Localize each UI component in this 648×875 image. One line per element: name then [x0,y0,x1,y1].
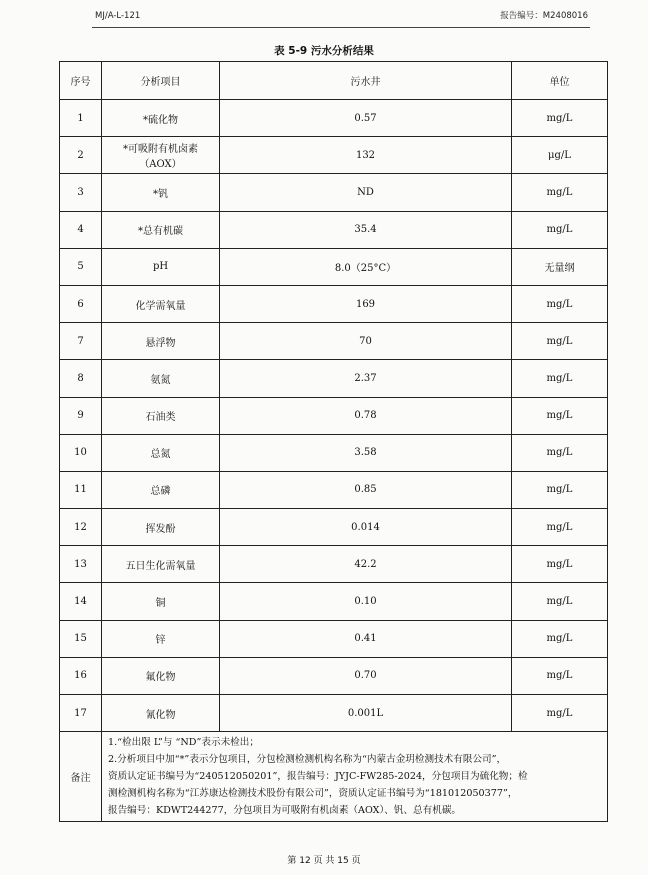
cell-no: 6 [60,285,102,322]
cell-unit: mg/L [512,471,608,508]
cell-value: ND [220,174,512,211]
cell-item: 悬浮物 [102,323,220,360]
cell-no: 11 [60,471,102,508]
table-row [60,695,608,732]
cell-unit: μg/L [512,137,608,174]
cell-no: 3 [60,174,102,211]
notes-content [102,732,608,822]
cell-value: 169 [220,285,512,322]
table-row [60,360,608,397]
table-row [60,509,608,546]
cell-value: 0.70 [220,657,512,694]
table-row [60,285,608,322]
cell-value: 2.37 [220,360,512,397]
table-body [60,100,608,732]
cell-unit: mg/L [512,174,608,211]
cell-item: *硫化物 [102,100,220,137]
cell-value: 0.85 [220,471,512,508]
note-line: 2.分析项目中加“*”表示分包项目，分包检测检测机构名称为“内蒙古金玥检测技术有限公司”， [108,754,507,766]
cell-item: 石油类 [102,397,220,434]
wastewater-results-table [59,61,608,822]
cell-unit: mg/L [512,100,608,137]
table-row [60,620,608,657]
cell-item: 氟化物 [102,657,220,694]
cell-no: 16 [60,657,102,694]
cell-item: *总有机碳 [102,211,220,248]
cell-value: 0.57 [220,100,512,137]
cell-unit: mg/L [512,583,608,620]
table-row [60,434,608,471]
note-line: 测检测机构名称为“江苏康达检测技术股份有限公司”，资质认定证书编号为“181012050377”， [108,788,518,800]
cell-item: 化学需氧量 [102,285,220,322]
cell-item: 总磷 [102,471,220,508]
cell-no: 17 [60,695,102,732]
col-header-unit: 单位 [512,62,608,100]
table-row [60,657,608,694]
page-footer: 第 12 页 共 15 页 [287,856,361,866]
cell-no: 1 [60,100,102,137]
col-header-item: 分析项目 [102,62,220,100]
cell-no: 7 [60,323,102,360]
cell-unit: mg/L [512,657,608,694]
cell-item: *钒 [102,174,220,211]
table-row [60,471,608,508]
table-row [60,137,608,174]
cell-no: 15 [60,620,102,657]
document-code: MJ/A-L-121 [95,11,141,21]
table-header-row [60,62,608,100]
cell-value: 3.58 [220,434,512,471]
table-row [60,174,608,211]
table-row [60,323,608,360]
cell-unit: mg/L [512,620,608,657]
cell-no: 13 [60,546,102,583]
cell-item: 五日生化需氧量 [102,546,220,583]
cell-unit: mg/L [512,323,608,360]
cell-unit: mg/L [512,285,608,322]
notes-label: 备注 [60,732,102,822]
cell-value: 8.0（25°C） [220,248,512,285]
cell-no: 12 [60,509,102,546]
col-header-no: 序号 [60,62,102,100]
cell-value: 35.4 [220,211,512,248]
cell-value: 132 [220,137,512,174]
cell-unit: mg/L [512,546,608,583]
table-row [60,546,608,583]
cell-no: 10 [60,434,102,471]
cell-value: 0.10 [220,583,512,620]
cell-item: 总氮 [102,434,220,471]
table-title: 表 5-9 污水分析结果 [274,45,374,57]
table-row [60,211,608,248]
cell-no: 8 [60,360,102,397]
cell-unit: mg/L [512,211,608,248]
cell-unit: mg/L [512,509,608,546]
cell-value: 0.41 [220,620,512,657]
cell-value: 70 [220,323,512,360]
cell-unit: mg/L [512,434,608,471]
notes-row [60,732,608,822]
cell-no: 9 [60,397,102,434]
cell-no: 4 [60,211,102,248]
cell-item: *可吸附有机卤素（AOX） [102,137,220,174]
cell-item: 氰化物 [102,695,220,732]
table-row [60,100,608,137]
cell-item: pH [102,248,220,285]
cell-unit: mg/L [512,360,608,397]
cell-item: 锌 [102,620,220,657]
cell-unit: mg/L [512,397,608,434]
cell-value: 0.78 [220,397,512,434]
col-header-sewer-well: 污水井 [220,62,512,100]
cell-unit: 无量纲 [512,248,608,285]
table-row [60,397,608,434]
cell-no: 5 [60,248,102,285]
cell-value: 0.001L [220,695,512,732]
cell-item: 铜 [102,583,220,620]
header-divider [92,27,590,28]
note-line: 资质认定证书编号为“240512050201”，报告编号：JYJC-FW285-2024，分包项目为硫化物；检 [108,771,528,783]
table-row [60,248,608,285]
cell-value: 42.2 [220,546,512,583]
cell-item: 氨氮 [102,360,220,397]
note-line: 1.“检出限 L”与 “ND”表示未检出； [108,737,259,749]
table-row [60,583,608,620]
report-number: 报告编号：M2408016 [500,11,588,21]
cell-value: 0.014 [220,509,512,546]
cell-unit: mg/L [512,695,608,732]
cell-no: 2 [60,137,102,174]
cell-item: 挥发酚 [102,509,220,546]
note-line: 报告编号：KDWT244277，分包项目为可吸附有机卤素（AOX）、钒、总有机碳。 [108,805,462,817]
cell-no: 14 [60,583,102,620]
